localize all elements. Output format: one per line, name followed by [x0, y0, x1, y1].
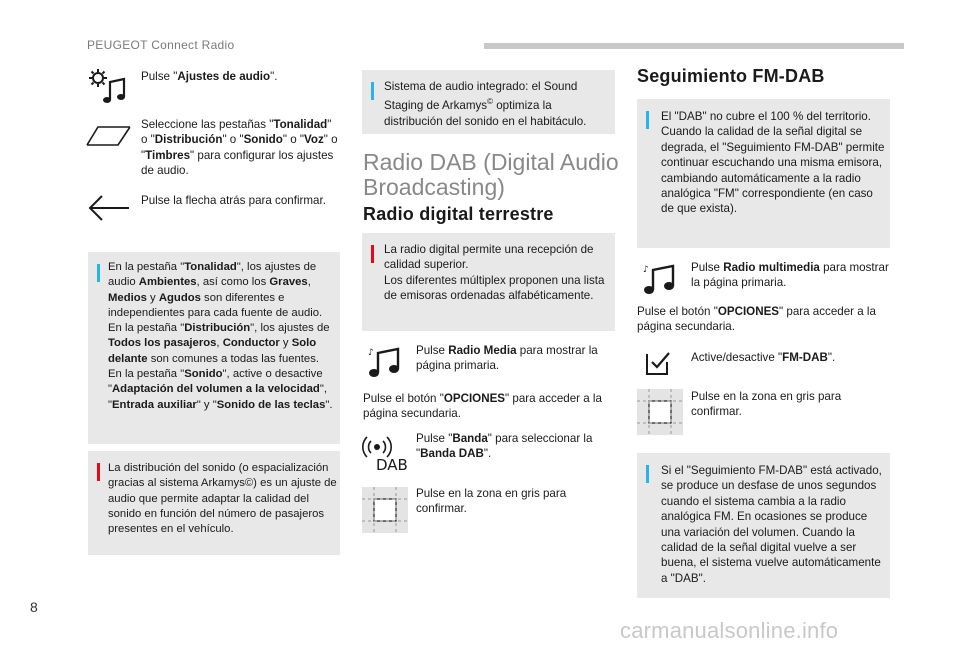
- step-radio-multimedia: Pulse Radio multimedia para mostrar la página primaria.: [691, 261, 889, 290]
- step-confirm-grey: Pulse en la zona en gris para confirmar.: [416, 487, 567, 516]
- settings-music-icon: [88, 68, 128, 108]
- info-box-text: Si el "Seguimiento FM-DAB" está activado, se produce un desfase de unos segundos cuando el sistema cambia a la radio analógica FM. En ocasiones se produce una variación del volumen. Cuando la calidad de la señal digital vuelve a ser buena, el sistema vuelve automáticamente a "DAB".: [661, 464, 882, 585]
- info-box-desfase: [637, 453, 890, 598]
- options-instruction: Pulse el botón "OPCIONES" para acceder a la página secundaria.: [637, 305, 876, 334]
- step-fm-dab-toggle: Active/desactive "FM-DAB".: [691, 351, 836, 364]
- watermark: carmanualsonline.info: [620, 618, 839, 643]
- section-title-line1: Radio DAB (Digital Audio: [363, 149, 619, 175]
- info-bar: [646, 111, 649, 129]
- grey-zone-icon: [362, 487, 408, 533]
- warning-box-dab: [362, 233, 615, 331]
- info-box-text: El "DAB" no cubre el 100 % del territorio. Cuando la calidad de la señal digital se degrada, el "Seguimiento FM-DAB" permite continuar escuchando una misma emisora, cambiando automáticamente a la radio analógica "FM" correspondiente (en caso de que exista).: [661, 110, 885, 216]
- section-title-dab: [363, 150, 623, 200]
- info-box-tabs: [88, 252, 340, 444]
- music-note-icon: [641, 262, 677, 296]
- warning-bar: [97, 463, 100, 481]
- info-bar: [97, 264, 100, 282]
- back-arrow-icon: [88, 194, 130, 222]
- step-confirm-grey: Pulse en la zona en gris para confirmar.: [691, 390, 842, 419]
- step-radio-media: Pulse Radio Media para mostrar la página primaria.: [416, 344, 598, 373]
- step-confirm-back: Pulse la flecha atrás para confirmar.: [141, 194, 326, 207]
- page-number: 8: [30, 599, 38, 615]
- dab-radio-icon: [362, 432, 408, 472]
- warning-box-distribution: [88, 451, 340, 555]
- grey-zone-icon: [637, 389, 683, 435]
- warning-bar: [371, 245, 374, 263]
- svg-text:DAB: DAB: [376, 456, 408, 472]
- warning-box-text: [384, 242, 609, 304]
- subtitle-radio-digital: Radio digital terrestre: [363, 204, 554, 224]
- info-box-seguimiento: [637, 99, 890, 248]
- svg-text:♪: ♪: [643, 265, 649, 275]
- info-bar: [371, 82, 374, 100]
- step-ajustes-audio: Pulse "Ajustes de audio".: [141, 70, 278, 83]
- info-bar: [646, 465, 649, 483]
- subtitle-seguimiento: Seguimiento FM-DAB: [637, 66, 825, 86]
- step-select-tabs: Seleccione las pestañas "Tonalidad" o "Distribución" o "Sonido" o "Voz" o "Timbres" para configurar los ajustes de audio.: [141, 118, 338, 178]
- warning-box-text: La distribución del sonido (o espacialización gracias al sistema Arkamys©) es un ajuste de audio que permite adaptar la calidad del sonido en función del número de pasajeros presentes en el vehículo.: [108, 462, 337, 536]
- warning-line-2: Los diferentes múltiplex proponen una lista de emisoras ordenadas alfabéticamente.: [384, 273, 605, 303]
- tab-icon: [86, 124, 132, 146]
- header-rule: [484, 43, 904, 49]
- info-box-text: Sistema de audio integrado: el Sound Staging de Arkamys© optimiza la distribución del sonido en el habitáculo.: [384, 80, 587, 128]
- step-banda-dab: Pulse "Banda" para seleccionar la "Banda DAB".: [416, 432, 593, 461]
- info-box-text: En la pestaña "Tonalidad", los ajustes de audio Ambientes, así como los Graves, Medios y Agudos son diferentes e independientes para cada fuente de audio. En la pestaña "Distribución", los ajustes de Todos los pasajeros, Conductor y Solo delante son comunes a todas las fuentes. En la pestaña "Sonido", active o desactive "Adaptación del volumen a la velocidad", "Entrada auxiliar" y "Sonido de las teclas".: [108, 261, 333, 411]
- svg-text:♪: ♪: [368, 348, 374, 358]
- running-header: PEUGEOT Connect Radio: [87, 38, 235, 52]
- music-note-icon: [366, 345, 402, 379]
- info-box-arkamys: [362, 70, 615, 134]
- warning-line-1: La radio digital permite una recepción de calidad superior.: [384, 243, 594, 272]
- section-title-line2: Broadcasting): [363, 174, 505, 200]
- checkbox-icon: [645, 350, 671, 376]
- options-instruction: Pulse el botón "OPCIONES" para acceder a la página secundaria.: [363, 392, 602, 421]
